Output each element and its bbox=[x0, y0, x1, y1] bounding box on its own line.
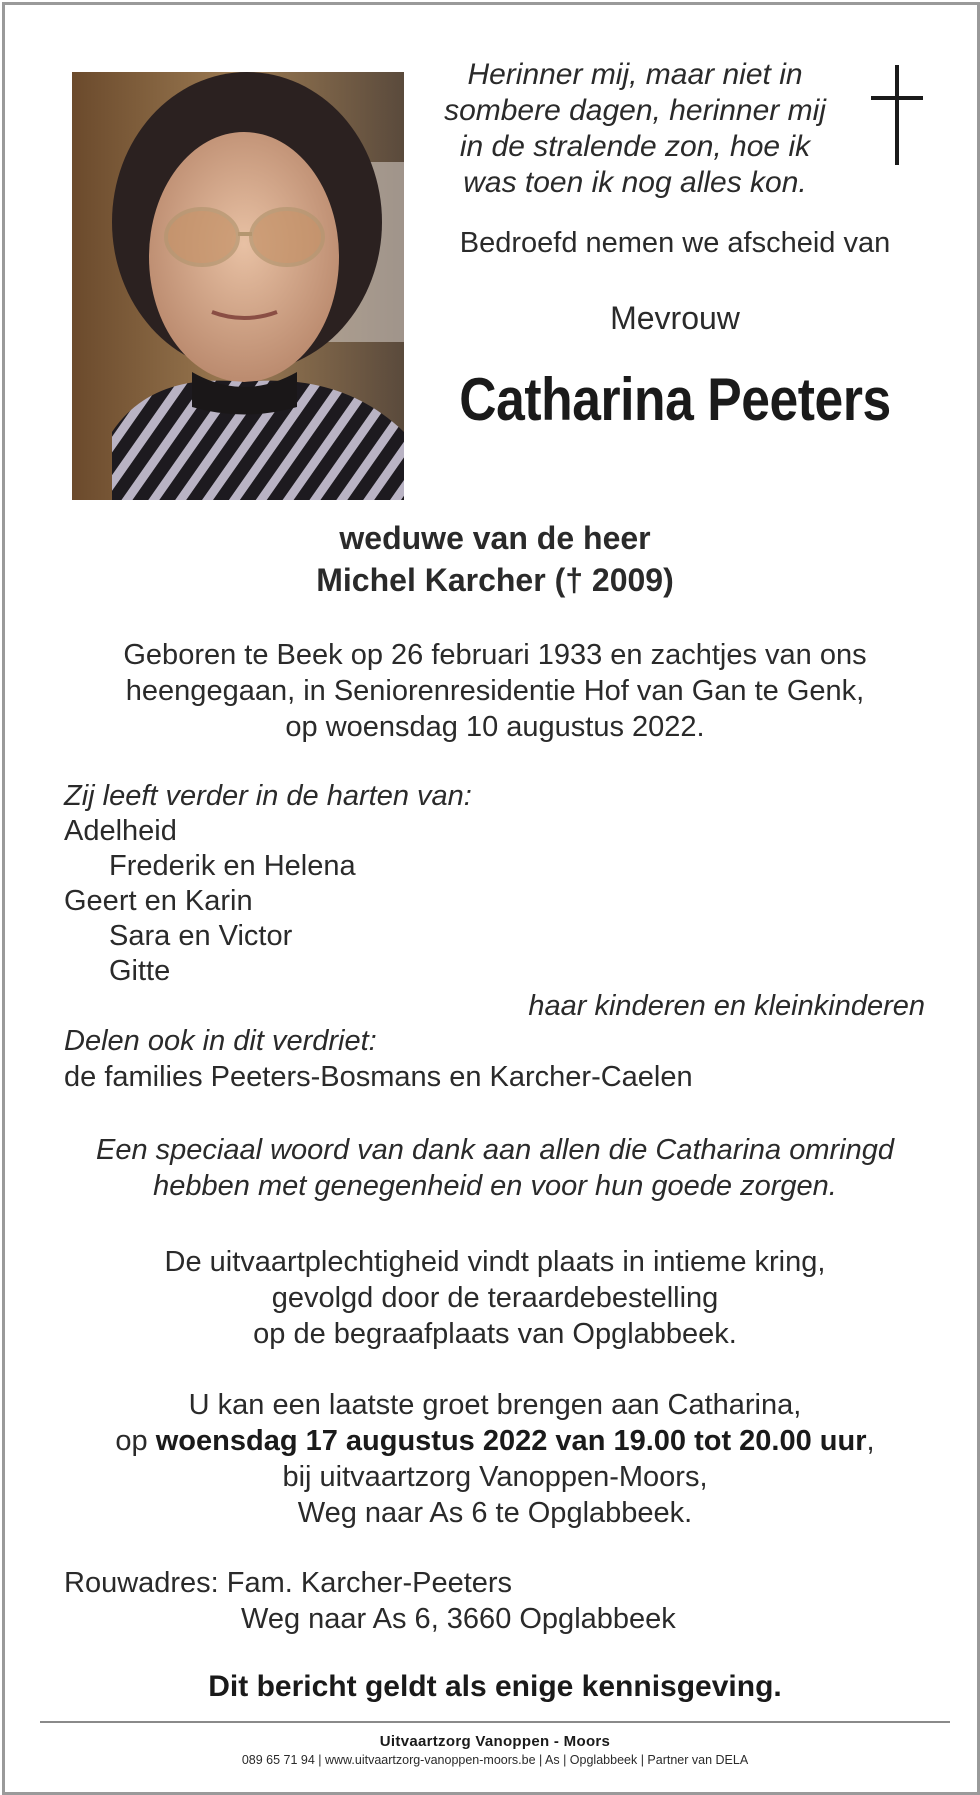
ceremony-line: De uitvaartplechtigheid vindt plaats in intieme kring, bbox=[164, 1246, 826, 1278]
mourning-address-street: Weg naar As 6, 3660 Opglabbeek bbox=[241, 1603, 676, 1635]
visit-line bbox=[45, 1423, 945, 1459]
notice-text: Dit bericht geldt als enige kennisgeving. bbox=[208, 1670, 782, 1703]
visitation-text bbox=[45, 1387, 945, 1531]
family-member: Gitte bbox=[109, 955, 171, 987]
widow-line: weduwe van de heer bbox=[339, 520, 651, 556]
mourning-address-label: Rouwadres: Fam. Karcher-Peeters bbox=[64, 1567, 513, 1599]
family-member: Frederik en Helena bbox=[109, 850, 356, 882]
thanks-text bbox=[55, 1132, 935, 1204]
thanks-line: Een speciaal woord van dank aan allen die Catharina omringd bbox=[95, 1134, 894, 1166]
deceased-name: Catharina Peeters bbox=[459, 366, 891, 433]
footer-divider bbox=[40, 1721, 950, 1723]
share-families: de families Peeters-Bosmans en Karcher-Caelen bbox=[64, 1061, 693, 1093]
intro-text: Bedroefd nemen we afscheid van bbox=[459, 227, 891, 259]
ceremony-line: op de begraafplaats van Opglabbeek. bbox=[253, 1318, 737, 1350]
family-member: Adelheid bbox=[64, 815, 177, 847]
memorial-poem bbox=[425, 57, 845, 201]
birth-line: op woensdag 10 augustus 2022. bbox=[285, 711, 705, 743]
footer-contact: 089 65 71 94 | www.uitvaartzorg-vanoppen-moors.be | As | Opglabbeek | Partner van DELA bbox=[241, 1753, 749, 1767]
cross-icon bbox=[867, 65, 927, 165]
honorific-title: Mevrouw bbox=[610, 300, 740, 336]
family-role: haar kinderen en kleinkinderen bbox=[528, 990, 925, 1022]
poem-line: sombere dagen, herinner mij bbox=[444, 94, 826, 127]
poem-line: was toen ik nog alles kon. bbox=[463, 166, 807, 199]
birth-death-text bbox=[65, 637, 925, 745]
visit-datetime: woensdag 17 augustus 2022 van 19.00 tot 20.00 uur bbox=[155, 1425, 867, 1457]
visit-line: bij uitvaartzorg Vanoppen-Moors, bbox=[282, 1461, 708, 1493]
family-member: Sara en Victor bbox=[109, 920, 293, 952]
family-member: Geert en Karin bbox=[64, 885, 253, 917]
share-heading: Delen ook in dit verdriet: bbox=[64, 1025, 377, 1057]
family-heading: Zij leeft verder in de harten van: bbox=[64, 780, 472, 812]
portrait-photo bbox=[72, 72, 404, 500]
birth-line: Geboren te Beek op 26 februari 1933 en zachtjes van ons bbox=[123, 639, 867, 671]
ceremony-text bbox=[55, 1244, 935, 1352]
widow-statement bbox=[65, 517, 925, 601]
obituary-card bbox=[2, 2, 980, 1795]
thanks-line: hebben met genegenheid en voor hun goede zorgen. bbox=[153, 1170, 837, 1202]
footer-company: Uitvaartzorg Vanoppen - Moors bbox=[379, 1733, 611, 1750]
visit-suffix: , bbox=[866, 1425, 875, 1457]
widow-line: Michel Karcher († 2009) bbox=[316, 562, 674, 598]
ceremony-line: gevolgd door de teraardebestelling bbox=[271, 1282, 719, 1314]
poem-line: in de stralende zon, hoe ik bbox=[459, 130, 811, 163]
visit-line: Weg naar As 6 te Opglabbeek. bbox=[297, 1497, 693, 1529]
birth-line: heengegaan, in Seniorenresidentie Hof van Gan te Genk, bbox=[125, 675, 865, 707]
poem-line: Herinner mij, maar niet in bbox=[467, 58, 803, 91]
visit-line: U kan een laatste groet brengen aan Catharina, bbox=[188, 1389, 802, 1421]
portrait-illustration bbox=[72, 72, 404, 500]
visit-prefix: op bbox=[115, 1425, 156, 1457]
